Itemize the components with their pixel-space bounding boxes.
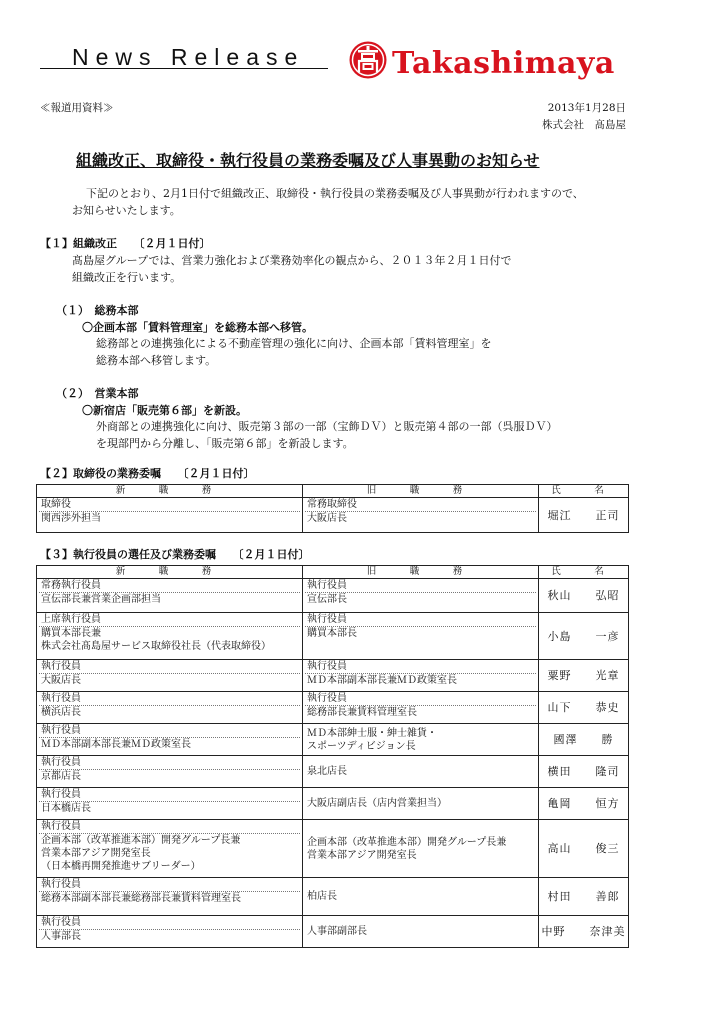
new-position-cell: [37, 878, 303, 916]
table-row: [37, 878, 629, 916]
section1-text-2: 組織改正を行います。: [72, 271, 182, 284]
takashimaya-logo-icon: [348, 40, 388, 80]
new-duty: 日本橋店長: [41, 803, 91, 814]
new-title: 上席執行役員: [39, 613, 300, 627]
sub1-text-1: 総務部との連携強化による不動産管理の強化に向け、企画本部「賃料管理室」を: [96, 337, 492, 350]
old-position-cell: [303, 788, 539, 820]
sub2-heading: （２） 営業本部: [56, 387, 139, 400]
table-row: [37, 613, 629, 660]
person-name: 堀江 正司: [539, 498, 629, 533]
old-duty: 購買本部長: [307, 628, 357, 639]
old-position-cell: [303, 498, 539, 533]
new-title: 執行役員: [39, 820, 300, 834]
table-row: [37, 788, 629, 820]
sub1-heading: （１） 総務本部: [56, 304, 139, 317]
old-position-cell: [303, 724, 539, 756]
new-position-cell: [37, 724, 303, 756]
old-duty: 泉北店長: [307, 766, 347, 777]
new-position-cell: [37, 692, 303, 724]
old-duty: ＭＤ本部紳士服・紳士雑貨・ スポーツディビジョン長: [307, 727, 437, 752]
old-duty: 人事部副部長: [307, 926, 367, 937]
sub2-text-2: を現部門から分離し、「販売第６部」を新設します。: [96, 437, 354, 450]
news-release-title: News Release: [72, 44, 305, 70]
new-title: 取締役: [39, 498, 300, 512]
person-name: 横田 隆司: [539, 756, 629, 788]
person-name: 山下 恭史: [539, 692, 629, 724]
old-title: 執行役員: [305, 579, 536, 593]
brand-name: Takashimaya: [392, 46, 615, 81]
new-duty: 京都店長: [41, 771, 81, 782]
section1-heading: 【１】組織改正 〔２月１日付〕: [40, 237, 211, 250]
new-title: 執行役員: [39, 660, 300, 674]
new-duty: ＭＤ本部副本部長兼ＭＤ政策室長: [41, 739, 191, 750]
intro-line-2: お知らせいたします。: [72, 204, 181, 217]
table-row: [37, 692, 629, 724]
officers-table: [36, 565, 629, 948]
old-duty: 大阪店長: [307, 513, 347, 524]
col-header-old: 旧 職 務: [303, 566, 539, 579]
new-position-cell: [37, 660, 303, 692]
table-row: [37, 820, 629, 878]
new-duty: 企画本部（改革推進本部）開発グループ長兼 営業本部アジア開発室長 （日本橋再開発推進サブリーダー）: [41, 835, 241, 872]
document-type: ≪報道用資料≫: [40, 102, 114, 114]
new-position-cell: [37, 498, 303, 533]
old-position-cell: [303, 579, 539, 613]
new-position-cell: [37, 788, 303, 820]
intro-line-1: 下記のとおり、2月1日付で組織改正、取締役・執行役員の業務委嘱及び人事異動が行われますので、: [86, 187, 584, 200]
new-title: 常務執行役員: [39, 579, 300, 593]
person-name: 亀岡 恒方: [539, 788, 629, 820]
old-duty: 柏店長: [307, 891, 337, 902]
old-title: 執行役員: [305, 660, 536, 674]
new-duty: 大阪店長: [41, 675, 81, 686]
old-title: 執行役員: [305, 613, 536, 627]
person-name: 粟野 光章: [539, 660, 629, 692]
title-underline: [40, 68, 328, 69]
person-name: 國澤 勝: [539, 724, 629, 756]
new-position-cell: [37, 916, 303, 948]
old-duty: ＭＤ本部副本部長兼ＭＤ政策室長: [307, 675, 457, 686]
new-title: 執行役員: [39, 692, 300, 706]
person-name: 中野 奈津美: [539, 916, 629, 948]
new-title: 執行役員: [39, 788, 300, 802]
old-duty: 大阪店副店長（店内営業担当）: [307, 798, 447, 809]
old-title: 執行役員: [305, 692, 536, 706]
old-duty: 企画本部（改革推進本部）開発グループ長兼 営業本部アジア開発室長: [307, 836, 507, 861]
table-row: [37, 660, 629, 692]
new-position-cell: [37, 579, 303, 613]
person-name: 高山 俊三: [539, 820, 629, 878]
person-name: 村田 善郎: [539, 878, 629, 916]
sub2-text-1: 外商部との連携強化に向け、販売第３部の一部（宝飾ＤＶ）と販売第４部の一部（呉服ＤＶ）: [96, 420, 558, 433]
old-duty: 総務部長兼賃料管理室長: [307, 707, 417, 718]
old-position-cell: [303, 660, 539, 692]
table-row: [37, 498, 629, 533]
sub1-text-2: 総務本部へ移管します。: [96, 354, 217, 367]
sub1-point: 〇企画本部「賃料管理室」を総務本部へ移管。: [82, 321, 313, 334]
headline: 組織改正、取締役・執行役員の業務委嘱及び人事異動のお知らせ: [76, 151, 540, 170]
col-header-name: 氏 名: [539, 566, 629, 579]
table-row: [37, 724, 629, 756]
person-name: 秋山 弘昭: [539, 579, 629, 613]
new-title: 執行役員: [39, 724, 300, 738]
new-duty: 宣伝部長兼営業企画部担当: [41, 594, 161, 605]
col-header-old: 旧 職 務: [303, 485, 539, 498]
old-position-cell: [303, 916, 539, 948]
old-position-cell: [303, 820, 539, 878]
person-name: 小島 一彦: [539, 613, 629, 660]
new-title: 執行役員: [39, 916, 300, 930]
section2-heading: 【２】取締役の業務委嘱 〔２月１日付〕: [40, 467, 255, 480]
new-position-cell: [37, 820, 303, 878]
old-position-cell: [303, 756, 539, 788]
table-row: [37, 579, 629, 613]
new-duty: 総務本部副本部長兼総務部長兼賃料管理室長: [41, 893, 241, 904]
col-header-new: 新 職 務: [37, 566, 303, 579]
section3-heading: 【３】執行役員の選任及び業務委嘱 〔２月１日付〕: [40, 548, 310, 561]
col-header-new: 新 職 務: [37, 485, 303, 498]
old-duty: 宣伝部長: [307, 594, 347, 605]
old-position-cell: [303, 692, 539, 724]
new-title: 執行役員: [39, 756, 300, 770]
col-header-name: 氏 名: [539, 485, 629, 498]
new-duty: 購買本部長兼 株式会社髙島屋サービス取締役社長（代表取締役）: [41, 628, 271, 652]
new-title: 執行役員: [39, 878, 300, 892]
company-name: 株式会社 髙島屋: [542, 119, 626, 131]
old-position-cell: [303, 878, 539, 916]
new-duty: 人事部長: [41, 931, 81, 942]
new-duty: 横浜店長: [41, 707, 81, 718]
table-row: [37, 756, 629, 788]
directors-table: [36, 484, 629, 533]
release-date: 2013年1月28日: [547, 102, 626, 114]
table-row: [37, 916, 629, 948]
old-position-cell: [303, 613, 539, 660]
section1-text-1: 髙島屋グループでは、営業力強化および業務効率化の観点から、２０１３年２月１日付で: [72, 254, 512, 267]
new-position-cell: [37, 613, 303, 660]
sub2-point: 〇新宿店「販売第６部」を新設。: [82, 404, 247, 417]
new-duty: 関西渉外担当: [41, 513, 101, 524]
new-position-cell: [37, 756, 303, 788]
old-title: 常務取締役: [305, 498, 536, 512]
